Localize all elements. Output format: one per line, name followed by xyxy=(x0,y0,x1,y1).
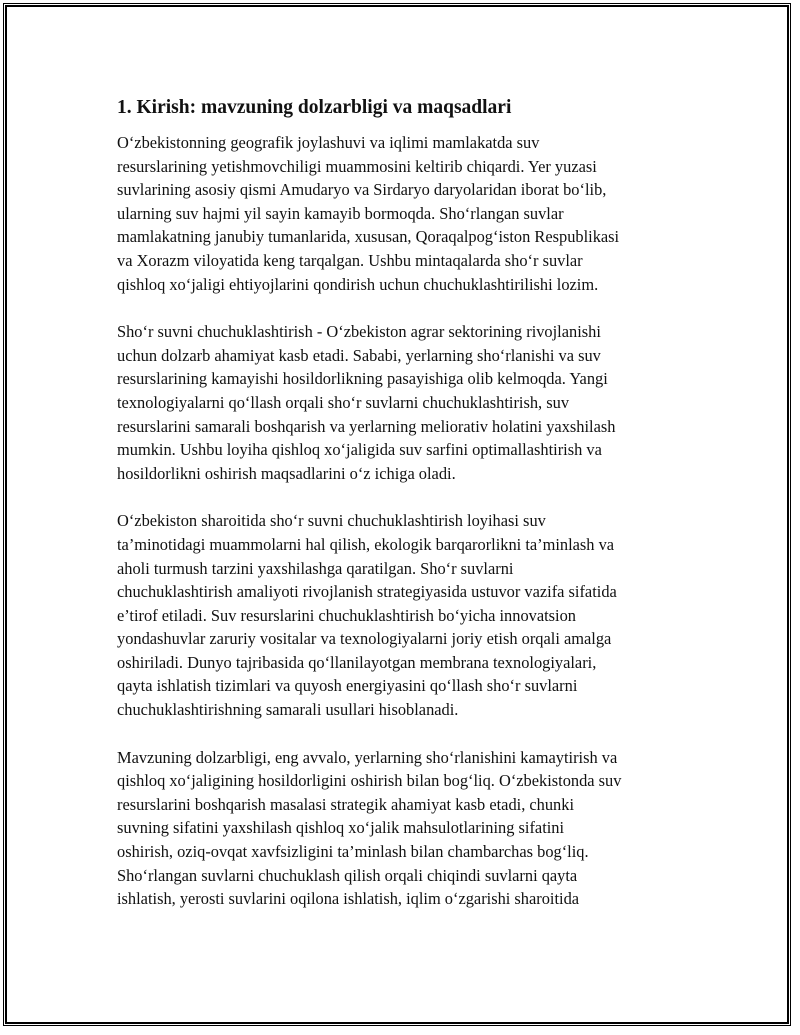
text-line: qishloq xo‘jaligining hosildorligini oshirish bilan bog‘liq. O‘zbekistonda suv xyxy=(117,771,622,791)
text-line: resurslarini samarali boshqarish va yerlarning meliorativ holatini yaxshilash xyxy=(117,416,616,436)
document-body xyxy=(117,95,687,935)
text-line: va Xorazm viloyatida keng tarqalgan. Ushbu mintaqalarda sho‘r suvlar xyxy=(117,250,583,270)
text-line: Mavzuning dolzarbligi, eng avvalo, yerlarning sho‘rlanishini kamaytirish va xyxy=(117,747,618,767)
text-line: resurslarini boshqarish masalasi strategik ahamiyat kasb etadi, chunki xyxy=(117,794,574,814)
text-line: oshirish, oziq-ovqat xavfsizligini ta’minlash bilan chambarchas bog‘liq. xyxy=(117,842,589,862)
text-line: Sho‘r suvni chuchuklashtirish - O‘zbekiston agrar sektorining rivojlanishi xyxy=(117,322,601,342)
text-line: ishlatish, yerosti suvlarini oqilona ishlatish, iqlim o‘zgarishi sharoitida xyxy=(117,889,580,909)
text-line: uchun dolzarb ahamiyat kasb etadi. Sababi, yerlarning sho‘rlanishi va suv xyxy=(117,345,601,365)
text-line: resurslarining kamayishi hosildorlikning pasayishiga olib kelmoqda. Yangi xyxy=(117,369,608,389)
text-line: Sho‘rlangan suvlarni chuchuklash qilish orqali chiqindi suvlarni qayta xyxy=(117,865,578,885)
section-heading: 1. Kirish: mavzuning dolzarbligi va maqsadlari xyxy=(117,97,512,118)
paragraph-4 xyxy=(117,746,687,911)
text-line: chuchuklashtirishning samarali usullari hisoblanadi. xyxy=(117,700,459,720)
text-line: hosildorlikni oshirish maqsadlarini o‘z ichiga oladi. xyxy=(117,463,456,483)
text-line: ta’minotidagi muammolarni hal qilish, ekologik barqarorlikni ta’minlash va xyxy=(117,534,615,554)
paragraph-1 xyxy=(117,131,687,296)
text-line: texnologiyalarni qo‘llash orqali sho‘r suvlarni chuchuklashtirish, suv xyxy=(117,392,570,412)
text-line: O‘zbekistonning geografik joylashuvi va iqlimi mamlakatda suv xyxy=(117,133,540,152)
text-line: qishloq xo‘jaligi ehtiyojlarini qondirish uchun chuchuklashtirilishi lozim. xyxy=(117,274,599,294)
text-line: mumkin. Ushbu loyiha qishloq xo‘jaligida suv sarfini optimallashtirish va xyxy=(117,440,602,460)
text-line: e’tirof etiladi. Suv resurslarini chuchuklashtirish bo‘yicha innovatsion xyxy=(117,605,576,625)
text-line: resurslarining yetishmovchiligi muammosini keltirib chiqardi. Yer yuzasi xyxy=(117,156,597,176)
text-line: chuchuklashtirish amaliyoti rivojlanish strategiyasida ustuvor vazifa sifatida xyxy=(117,582,617,602)
text-line: suvlarining asosiy qismi Amudaryo va Sirdaryo daryolaridan iborat bo‘lib, xyxy=(117,180,607,200)
text-line: oshiriladi. Dunyo tajribasida qo‘llanilayotgan membrana texnologiyalari, xyxy=(117,652,597,672)
text-line: mamlakatning janubiy tumanlarida, xususan, Qoraqalpog‘iston Respublikasi xyxy=(117,227,620,247)
text-line: aholi turmush tarzini yaxshilashga qaratilgan. Sho‘r suvlarni xyxy=(117,558,514,578)
text-line: O‘zbekiston sharoitida sho‘r suvni chuchuklashtirish loyihasi suv xyxy=(117,511,546,531)
text-line: qayta ishlatish tizimlari va quyosh energiyasini qo‘llash sho‘r suvlarni xyxy=(117,676,578,696)
text-line: ularning suv hajmi yil sayin kamayib bormoqda. Sho‘rlangan suvlar xyxy=(117,203,564,223)
paragraph-3 xyxy=(117,509,687,721)
text-line: suvning sifatini yaxshilash qishloq xo‘jalik mahsulotlarining sifatini xyxy=(117,818,565,838)
paragraph-2 xyxy=(117,320,687,485)
text-line: yondashuvlar zaruriy vositalar va texnologiyalarni joriy etish orqali amalga xyxy=(117,629,612,649)
